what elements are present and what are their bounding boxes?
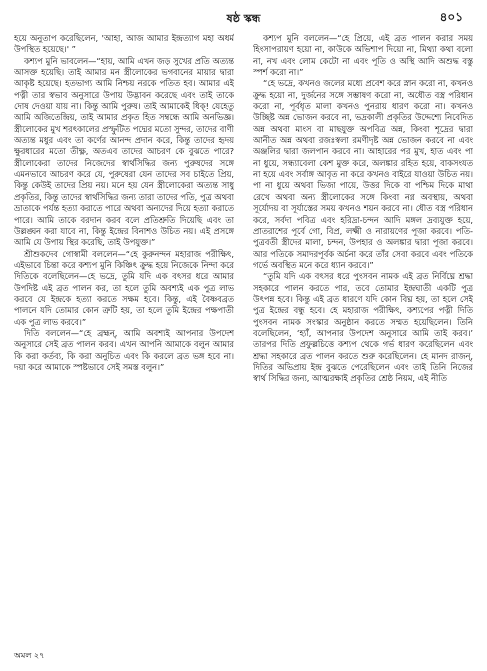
page-header [0, 6, 487, 28]
paragraph: হয়ে অনুতাপ করেছিলেন, 'আহা, আজ আমার ইন্দ্রত্যাগ মহা অধর্ম উপস্থিত হয়েছে।' ” [14, 33, 234, 55]
paragraph: কশ্যপ মুনি বললেন—“হে প্রিয়ে, এই ব্রত পালন করার সময় হিংসাপরায়ণ হয়ো না, কাউকে অভিশাপ দিয়ো না, মিথ্যা কথা বলো না, নখ এবং লোম কেটো না এবং পূতি ও অস্থি আদি অশুদ্ধ বস্তু স্পর্শ করো না।” [253, 33, 473, 78]
paragraph: “তুমি যদি এক বৎসর ধরে পুংসবন নামক এই ব্রত নির্বিঘ্নে শ্রদ্ধা সহকারে পালন করতে পার, তবে তোমার ইন্দ্রঘাতী একটি পুত্র উৎপন্ন হবে। কিন্তু এই ব্রত ধারণে যদি কোন বিঘ্ন হয়, তা হলে সেই পুত্র ইন্দ্রের বন্ধু হবে। হে মহারাজ পরীক্ষিৎ, কশ্যপের পত্নী দিতি পুংসবন নামক সংস্কার অনুষ্ঠান করতে সম্মত হয়েছিলেন। তিনি বলেছিলেন, ‘হ্যাঁ, আপনার উপদেশ অনুসারে আমি তাই করব।’ তারপর দিতি প্রফুল্লচিত্তে কশ্যপ থেকে গর্ভ ধারণ করেছিলেন এবং শ্রদ্ধা সহকারে ব্রত পালন করতে শুরু করেছিলেন। হে মানদ রাজন্‌, দিতির অভিপ্রায় ইন্দ্র বুঝতে পেরেছিলেন এবং তাই তিনি নিজের স্বার্থ সিদ্ধির জন্য, আত্মরক্ষাই প্রকৃতির শ্রেষ্ঠ নিয়ম, এই নীতি [253, 271, 473, 384]
running-title: ষষ্ঠ স্কন্ধ [226, 12, 261, 25]
footer-signature: অমল ২৭ [14, 651, 45, 660]
paragraph: “হে ভদ্রে, কখনও জলের মধ্যে প্রবেশ করে স্নান করো না, কখনও ক্রুদ্ধ হয়ো না, দুর্জনের সঙ্গে সম্ভাষণ করো না, অধৌত বস্ত্র পরিধান করো না, পূর্বধৃত মালা কখনও পুনরায় ধারণ করো না। কখনও উচ্ছিষ্ট অন্ন ভোজন করবে না, ভদ্রকালী প্রকৃতির উদ্দেশ্যে নিবেদিত অন্ন অথবা মাংস বা মাছযুক্ত অপবিত্র অন্ন, কিংবা শূদ্রের দ্বারা আনীত অন্ন অথবা রজঃস্বলা রমণীদৃষ্ট অন্ন ভোজন করবে না এবং অঞ্জলির দ্বারা জলপান করবে না। আহারের পর মুখ, হাত এবং পা না ধুয়ে, সন্ধ্যাবেলা কেশ মুক্ত করে, অলঙ্কার রহিত হয়ে, বাকসংযত না হয়ে এবং সর্বাঙ্গ আবৃত না করে কখনও বাইরে যাওয়া উচিত নয়। পা না ধুয়ে অথবা ভিজা পায়ে, উত্তর দিকে বা পশ্চিম দিকে মাথা রেখে অথবা অন্য স্ত্রীলোকের সঙ্গে কিংবা নগ্ন অবস্থায়, অথবা সূর্যোদয় বা সূর্যাস্তের সময় কখনও শয়ন করবে না। ধৌত বস্ত্র পরিধান করে, সর্বদা পবিত্র এবং হরিদ্রা-চন্দন আদি মঙ্গল দ্রব্যযুক্ত হয়ে, প্রাতরাশের পূর্বে গো, বিপ্র, লক্ষ্মী ও নারায়ণের পূজা করবে। পতি-পুত্রবতী স্ত্রীদের মালা, চন্দন, উপহার ও অলঙ্কার দ্বারা পূজা করবে। আর পতিকে সমাদরপূর্বক অর্চনা করে তাঁর সেবা করবে এবং পতিকে গর্ভে অবস্থিত মনে করে ধ্যান করবে।” [253, 78, 473, 270]
paragraph: দিতি বললেন—“হে ব্রহ্মন্‌, আমি অবশ্যই আপনার উপদেশ অনুসারে সেই ব্রত পালন করব। এখন আপনি আমাকে বলুন আমার কি করা কর্তব্য, কি করা অনুচিত এবং কি করলে ব্রত ভঙ্গ হবে না। দয়া করে আমাকে স্পষ্টভাবে সেই সমস্ত বলুন।” [14, 327, 234, 372]
left-column [14, 33, 234, 639]
paragraph: শ্রীশুকদেব গোস্বামী বললেন—“হে কুরুনন্দন মহারাজ পরীক্ষিৎ, এইভাবে চিন্তা করে কশ্যপ মুনি কিঞ্চিৎ ক্রুদ্ধ হয়ে নিজেকে নিন্দা করে দিতিকে বলেছিলেন—হে ভদ্রে, তুমি যদি এক বৎসর ধরে আমার উপদিষ্ট এই ব্রত পালন কর, তা হলে তুমি অবশ্যই এক পুত্র লাভ করবে যে ইন্দ্রকে হত্যা করতে সক্ষম হবে। কিন্তু, এই বৈষ্ণবব্রত পালনে যদি তোমার কোন ত্রুটি হয়, তা হলে তুমি ইন্দ্রের পক্ষপাতী এক পুত্র লাভ করবে।” [14, 248, 234, 327]
right-column [253, 33, 473, 639]
paragraph: কশ্যপ মুনি ভাবলেন—“হায়, আমি এখন জড় সুখের প্রতি অত্যন্ত আসক্ত হয়েছি। তাই আমার মন স্ত্রীলোকের ভগবানের মায়ার দ্বারা আকৃষ্ট হয়েছে। হতভাগ্য আমি নিশ্চয় নরকে পতিত হব। আমার এই পত্নী তার স্বভাব অনুসারে উপায় উদ্ভাবন করেছে এবং তাই তাকে দোষ দেওয়া যায় না। কিন্তু আমি পুরুষ। তাই আমাকেই ধিক্‌! যেহেতু আমি অজিতেন্দ্রিয়, তাই আমার প্রকৃত হিত সম্বন্ধে আমি অনভিজ্ঞ। স্ত্রীলোকের মুখ শরৎকালের প্রস্ফুটিত পদ্মের মতো সুন্দর, তাদের বাণী অত্যন্ত মধুর এবং তা কর্ণের আনন্দ প্রদান করে, কিন্তু তাদের হৃদয় ক্ষুরধারের মতো তীক্ষ্ণ, অতএব তাদের আচরণ কে বুঝতে পারে? স্ত্রীলোকেরা তাদের নিজেদের স্বার্থসিদ্ধির জন্য পুরুষদের সঙ্গে এমনভাবে আচরণ করে যে, পুরুষেরা যেন তাদের সব চাইতে প্রিয়, কিন্তু কেউই তাদের প্রিয় নয়। মনে হয় যেন স্ত্রীলোকেরা অত্যন্ত সাধু প্রকৃতির, কিন্তু তাদের স্বার্থসিদ্ধির জন্য তারা তাদের পতি, পুত্র অথবা ভ্রাতাকে পর্যন্ত হত্যা করাতে পারে অথবা অন্যদের দিয়ে হত্যা করাতে পারে। আমি তাকে বরদান করব বলে প্রতিশ্রুতি দিয়েছি এবং তা উল্লঙ্ঘন করা যাবে না, কিন্তু ইন্দ্রের বিনাশও উচিত নয়। এই প্রসঙ্গে আমি যে উপায় স্থির করেছি, তাই উপযুক্ত।” [14, 55, 234, 248]
page-number: ৪০১ [439, 10, 463, 24]
